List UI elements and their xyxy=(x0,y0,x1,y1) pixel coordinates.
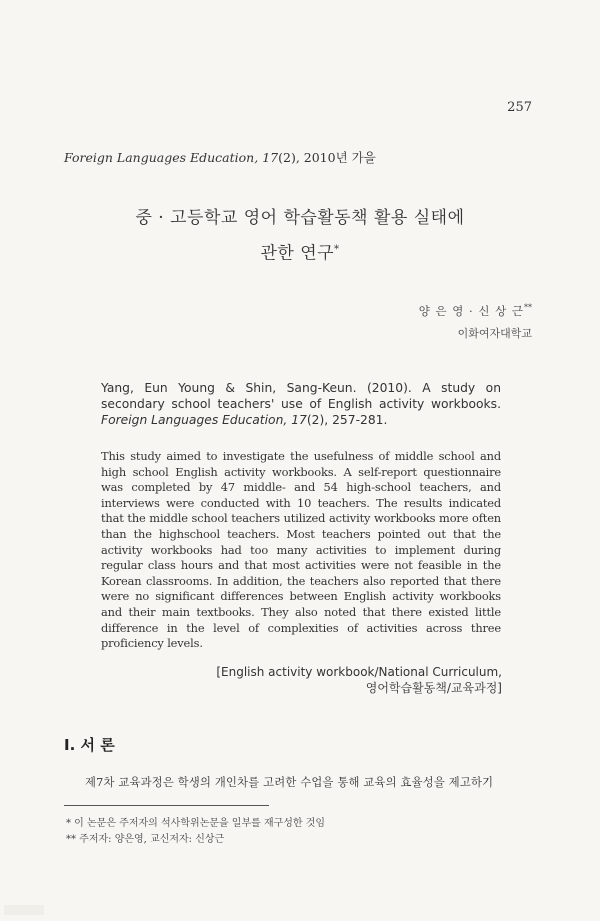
footnote-2: ** 주저자: 양은영, 교신저자: 신상근 xyxy=(66,834,225,845)
paper-title xyxy=(0,203,600,270)
journal-header xyxy=(64,148,376,166)
author-footnote-mark: ** xyxy=(524,303,532,313)
keywords-line-1: [English activity workbook/National Curriculum, xyxy=(216,665,502,679)
title-line-1: 중 · 고등학교 영어 학습활동책 활용 실태에 xyxy=(135,208,465,228)
footnote-divider xyxy=(64,805,269,806)
page-number: 257 xyxy=(507,100,532,115)
authors xyxy=(419,303,532,319)
abstract: This study aimed to investigate the usefulness of middle school and high school English activity workbooks. A self-report questionnaire was completed by 47 middle- and 54 high-school teachers, and interviews were conducted with 10 teachers. The results indicated that the middle school teachers utilized activity workbooks more often than the highschool teachers. Most teachers pointed out that the activity workbooks had too many activities to implement during regular class hours and that most activities were not feasible in the Korean classrooms. In addition, the teachers also reported that there were no significant differences between English activity workbooks and their main textbooks. They also noted that there existed little difference in the level of complexities of activities across three proficiency levels. xyxy=(101,449,501,651)
keywords-line-2: 영어학습활동책/교육과정] xyxy=(365,681,502,695)
citation-text: Yang, Eun Young & Shin, Sang-Keun. (2010). A study on secondary school teachers' use of English activity workbooks. xyxy=(101,381,501,411)
title-line-2 xyxy=(0,234,600,270)
keywords xyxy=(216,664,502,696)
title-footnote-mark: * xyxy=(334,244,340,255)
citation xyxy=(101,380,501,428)
citation-journal: Foreign Languages Education, xyxy=(101,413,288,427)
citation-pages: (2), 257-281. xyxy=(306,413,388,427)
scan-artifact xyxy=(4,905,44,915)
section-heading: I. 서 론 xyxy=(64,736,115,754)
citation-volume: 17 xyxy=(291,413,307,427)
journal-volume: 17 xyxy=(262,150,279,165)
author-names: 양 은 영 · 신 상 근 xyxy=(418,304,524,318)
journal-name: Foreign Languages Education, xyxy=(64,150,259,165)
body-paragraph: 제7차 교육과정은 학생의 개인차를 고려한 수업을 통해 교육의 효율성을 제고하기 xyxy=(85,776,494,789)
affiliation: 이화여자대학교 xyxy=(457,327,532,340)
title-line-2-text: 관한 연구 xyxy=(260,243,335,264)
footnote-1: * 이 논문은 주저자의 석사학위논문을 일부를 재구성한 것임 xyxy=(66,818,326,829)
journal-issue-year: (2), 2010년 가을 xyxy=(278,150,376,165)
